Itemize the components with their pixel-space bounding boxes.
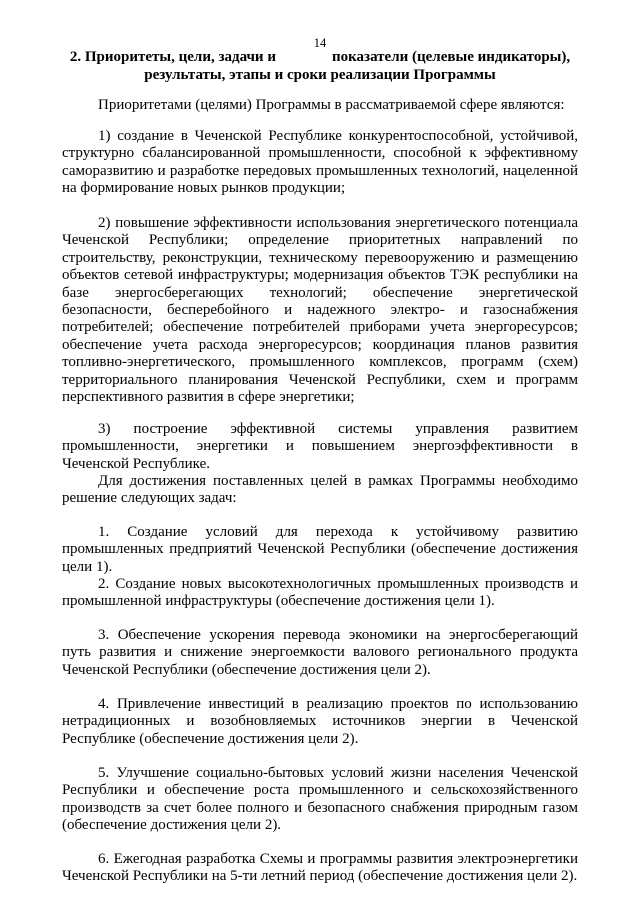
heading-line1-part2: показатели (целевые индикаторы), [331,49,571,65]
section-heading [62,48,578,84]
priority-item-1-text: 1) создание в Чеченской Республике конкурентоспособной, устойчивой, структурно сбалансированной промышленности, способной к эффективному саморазвитию и разработке передовых промышленных технологий, нацеленной на формирование новых рынков продукции; [62,128,578,197]
task-item-1-text: 1. Создание условий для перехода к устойчивому развитию промышленных предприятий Чеченской Республики (обеспечение достижения цели 1). [62,524,578,575]
task-item-3 [62,627,578,679]
task-item-4-text: 4. Привлечение инвестиций в реализацию проектов по использованию нетрадиционных и возобновляемых источников энергии в Чеченской Республике (обеспечение достижения цели 2). [62,696,578,747]
task-item-5 [62,765,578,835]
tasks-intro [62,473,578,508]
paragraph-intro-text: Приоритетами (целями) Программы в рассматриваемой сфере являются: [98,97,565,113]
priority-item-3 [62,421,578,473]
heading-line2: результаты, этапы и сроки реализации Программы [144,67,496,83]
paragraph-intro [62,97,578,114]
task-item-6 [62,851,578,886]
tasks-intro-text: Для достижения поставленных целей в рамках Программы необходимо решение следующих задач: [62,473,578,507]
task-item-3-text: 3. Обеспечение ускорения перевода экономики на энергосберегающий путь развития и снижение энергоемкости валового регионального продукта Чеченской Республики (обеспечение достижения цели 2). [62,627,578,678]
heading-line1-part1: 2. Приоритеты, цели, задачи и [69,49,276,65]
task-item-5-text: 5. Улучшение социально-бытовых условий жизни населения Чеченской Республики и обеспечение роста промышленного и сельскохозяйственного производств за счет более полного и безопасного снабжения природным газом (обеспечение достижения цели 2). [62,765,578,834]
page-number: 14 [313,36,327,50]
task-item-6-text: 6. Ежегодная разработка Схемы и программы развития электроэнергетики Чеченской Республики на 5-ти летний период (обеспечение достижения цели 2). [62,851,578,885]
priority-item-2-text: 2) повышение эффективности использования энергетического потенциала Чеченской Республики; определение приоритетных направлений по строительству, реконструкции, техническому перевооружению и размещению объектов сетевой инфраструктуры; модернизация объектов ТЭК республики на базе энергосберегающих технологий; обеспечение энергетической безопасности, бесперебойного и надежного электро- и газоснабжения потребителей; обеспечение потребителей приборами учета энергоресурсов; обеспечение учета расхода энергоресурсов; координация планов развития топливно-энергетического, промышленного комплексов, программ (схем) территориального планирования Чеченской Республики, схем и программ перспективного развития в сфере энергетики; [62,215,578,406]
priority-item-3-text: 3) построение эффективной системы управления развитием промышленности, энергетики и повышением энергоэффективности в Чеченской Республике. [62,421,578,472]
task-item-2 [62,576,578,611]
priority-item-1 [62,128,578,198]
task-item-4 [62,696,578,748]
task-item-1 [62,524,578,576]
priority-item-2 [62,215,578,406]
task-item-2-text: 2. Создание новых высокотехнологичных промышленных производств и промышленной инфраструктуры (обеспечение достижения цели 1). [62,576,578,610]
